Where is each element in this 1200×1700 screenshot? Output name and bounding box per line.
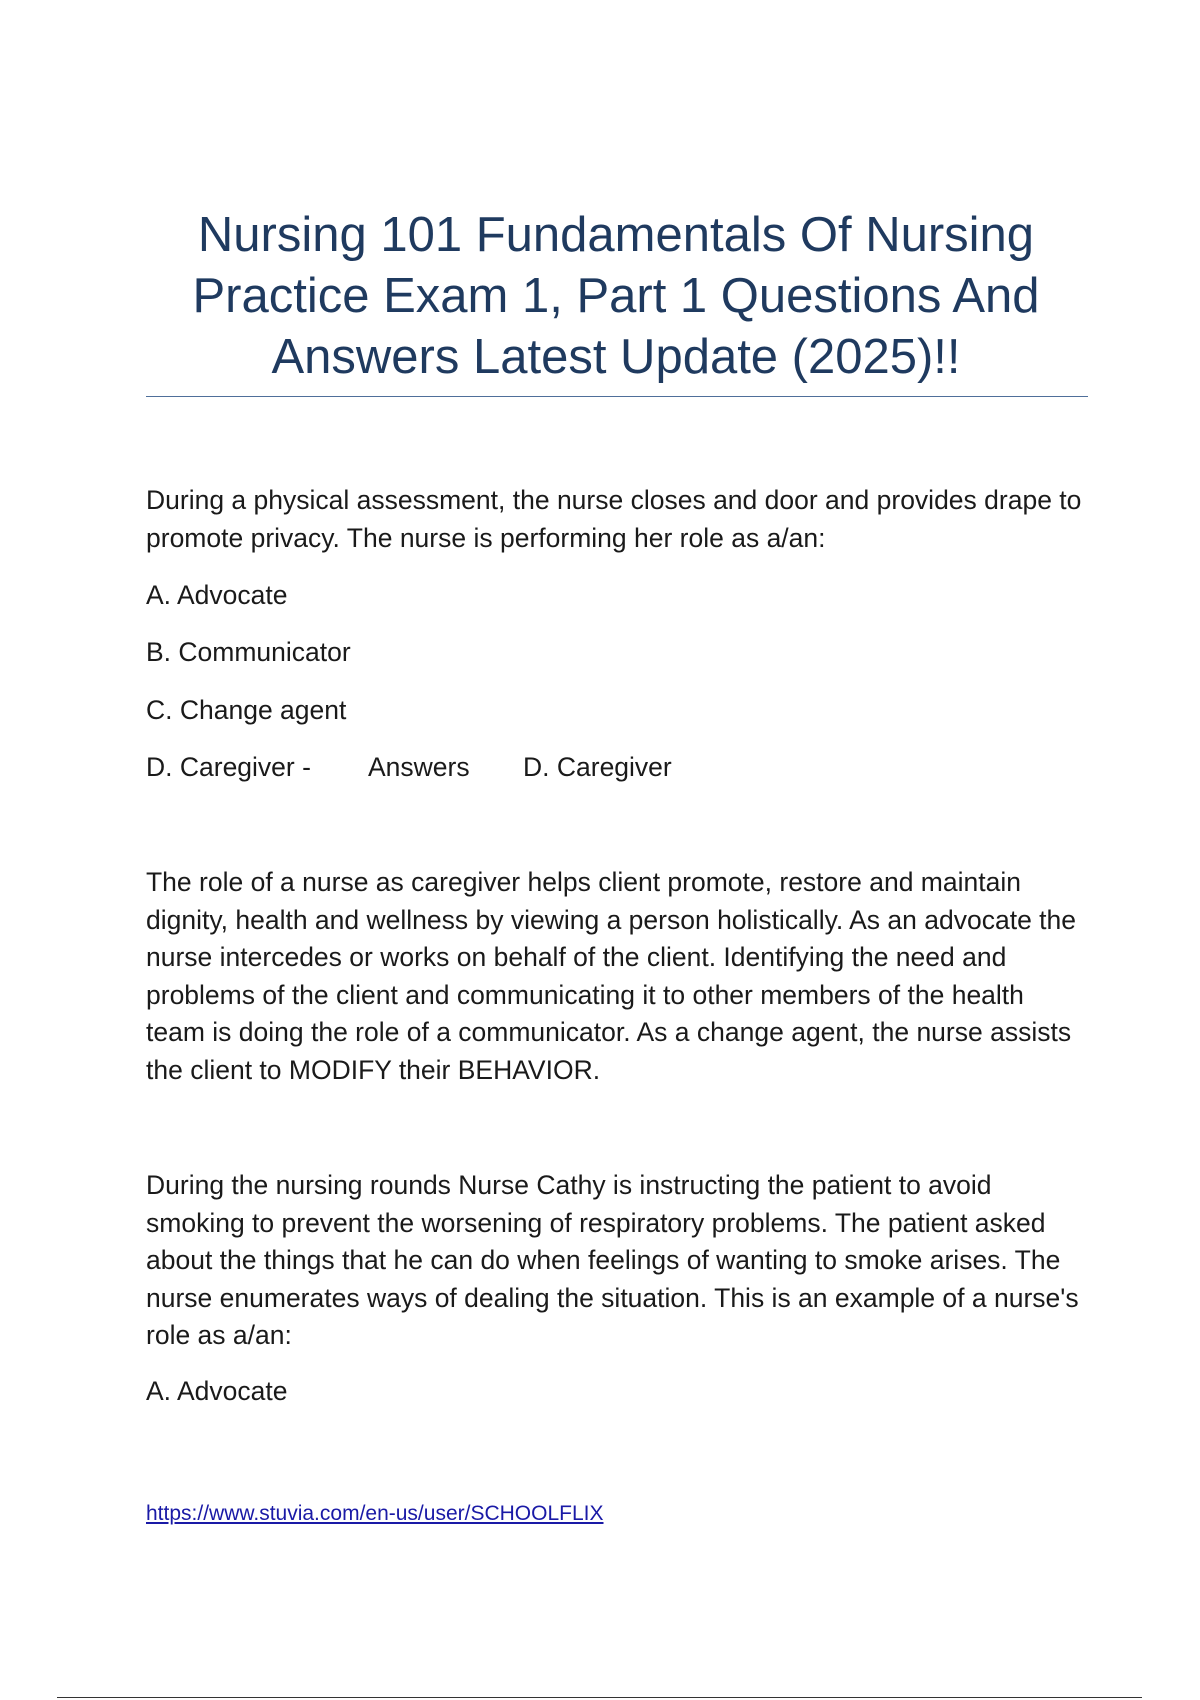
question-1-stem: During a physical assessment, the nurse closes and door and provides drape to promote privacy. The nurse is performing her role as a/an: — [146, 485, 1082, 553]
question-1-answer-line — [146, 749, 672, 787]
answers-label: Answers — [368, 752, 470, 782]
footer-link[interactable]: https://www.stuvia.com/en-us/user/SCHOOLFLIX — [146, 1502, 604, 1525]
footer-divider — [57, 1697, 1142, 1698]
question-1-rationale: The role of a nurse as caregiver helps client promote, restore and maintain dignity, health and wellness by viewing a person holistically. As an advocate the nurse intercedes or works on behalf of the client. Identifying the need and problems of the client and communicating it to other members of the health team is doing the role of a communicator. As a change agent, the nurse assists the client to MODIFY their BEHAVIOR. — [146, 867, 1077, 1085]
question-1-option-c: C. Change agent — [146, 695, 347, 725]
question-1-answer: D. Caregiver — [523, 752, 672, 782]
question-1-option-b: B. Communicator — [146, 637, 351, 667]
document-title: Nursing 101 Fundamentals Of Nursing Practice Exam 1, Part 1 Questions And Answers Latest Update (2025)!! — [192, 208, 1040, 384]
title-divider — [146, 396, 1088, 397]
question-1-option-d: D. Caregiver - — [146, 752, 311, 782]
question-2-stem: During the nursing rounds Nurse Cathy is instructing the patient to avoid smoking to prevent the worsening of respiratory problems. The patient asked about the things that he can do when feelings of wanting to smoke arises. The nurse enumerates ways of dealing the situation. This is an example of a nurse's role as a/an: — [146, 1170, 1079, 1350]
question-2-option-a: A. Advocate — [146, 1376, 288, 1406]
question-1-option-a: A. Advocate — [146, 580, 288, 610]
